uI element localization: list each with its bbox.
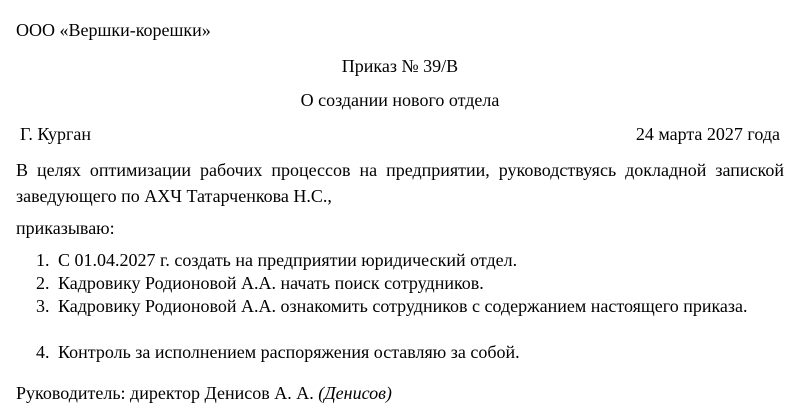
order-items-list	[36, 249, 784, 364]
preamble-text: В целях оптимизации рабочих процессов на предприятии, руководствуясь докладной запиской заведующего по АХЧ Татарченкова Н.С.,	[16, 160, 784, 206]
order-title: Приказ № 39/В	[341, 56, 459, 76]
order-item-text: С 01.04.2027 г. создать на предприятии юридический отдел.	[58, 250, 518, 270]
order-item-text: Кадровику Родионовой А.А. начать поиск сотрудников.	[58, 273, 484, 293]
handwritten-signature: (Денисов)	[318, 383, 392, 403]
order-item-number: 3.	[36, 296, 50, 316]
organization-name: ООО «Вершки-корешки»	[16, 20, 211, 40]
order-item	[36, 341, 784, 364]
order-item	[36, 272, 784, 295]
order-item-number: 1.	[36, 250, 50, 270]
order-item	[36, 249, 784, 272]
order-item-text: Контроль за исполнением распоряжения оставляю за собой.	[58, 342, 520, 362]
order-item	[36, 295, 784, 341]
order-item-number: 4.	[36, 342, 50, 362]
order-item-text: Кадровику Родионовой А.А. ознакомить сотрудников с содержанием настоящего приказа.	[58, 296, 748, 316]
signature-line	[16, 381, 392, 405]
order-item-number: 2.	[36, 273, 50, 293]
order-date: 24 марта 2027 года	[635, 124, 780, 144]
order-word: приказываю:	[16, 218, 115, 238]
signature-label: Руководитель: директор Денисов А. А.	[16, 383, 314, 403]
place: Г. Курган	[20, 124, 92, 144]
order-subject: О создании нового отдела	[300, 90, 500, 110]
